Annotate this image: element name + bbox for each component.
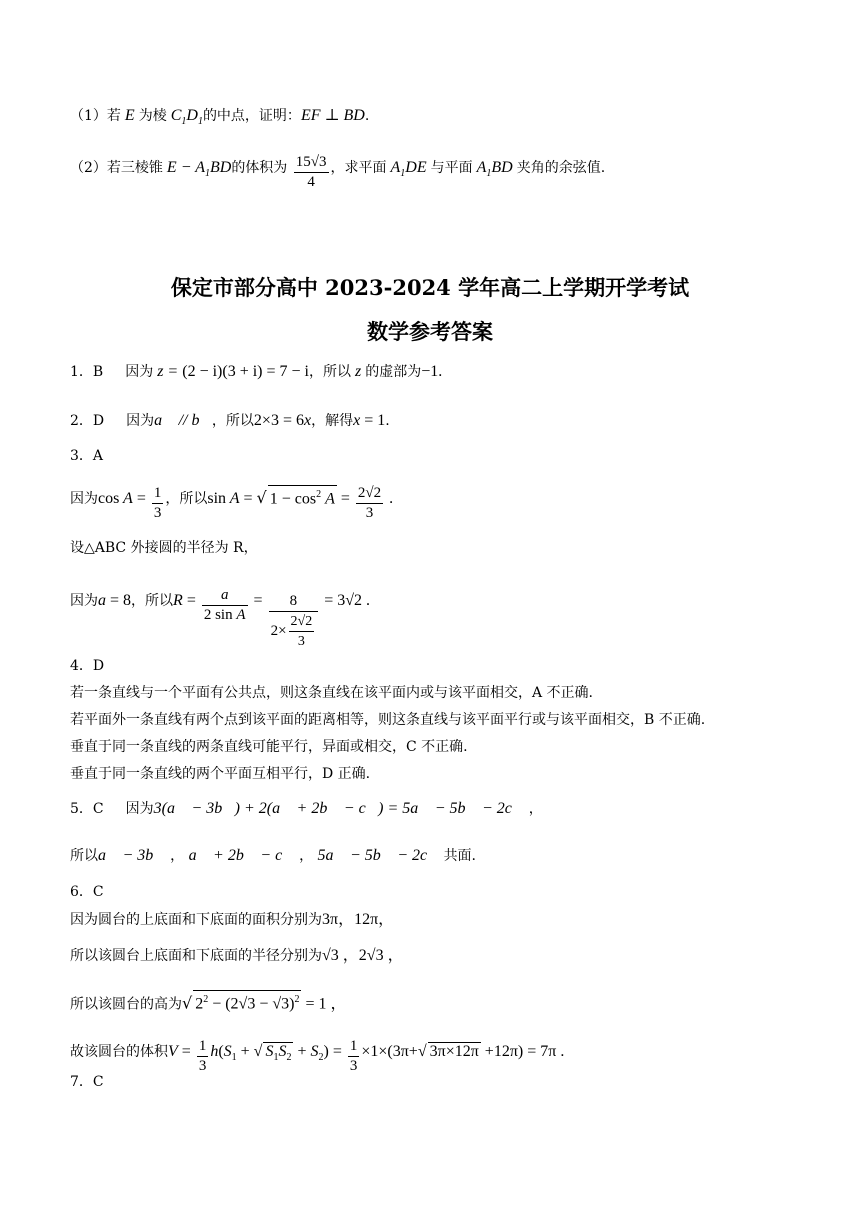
- volume-fraction: [294, 153, 329, 192]
- answer-3-line-3: [70, 586, 370, 651]
- answer-6-number: 6．C: [70, 884, 104, 900]
- answer-punct: ，: [294, 848, 318, 864]
- radical-sign: √: [256, 488, 267, 507]
- part2-label: （2）若三棱锥: [70, 160, 163, 176]
- math-z: z: [350, 363, 366, 380]
- answer-text: 因为: [125, 801, 154, 817]
- answer-4-line-2: 若平面外一条直线有两个点到该平面的距离相等，则这条直线与该平面平行或与该平面相交，B 不正确.: [70, 712, 706, 728]
- perp-symbol: ⊥: [320, 107, 344, 124]
- math-expr: a⃗ + 2b⃗ − c⃗: [188, 847, 295, 864]
- answer-1: [70, 362, 442, 382]
- answer-punct: ，: [524, 801, 543, 817]
- answer-text: 共面.: [443, 848, 477, 864]
- answer-text: 所以: [70, 848, 98, 864]
- answer-text: 因为: [70, 491, 98, 507]
- math-expr: a⃗ − 3b⃗: [98, 847, 166, 864]
- answer-6-line-1: [70, 910, 394, 930]
- answer-4-number: 4．D: [70, 658, 105, 674]
- math-V: V: [168, 1043, 178, 1060]
- math-expr: 3π，12π，: [322, 911, 395, 928]
- answer-value: −1.: [421, 363, 443, 380]
- problem-part-1: [70, 106, 369, 132]
- math-a: a: [98, 592, 106, 609]
- fraction-one-third: $\frac{1}{3}$: [198, 1038, 207, 1074]
- answer-number: 2．D: [70, 413, 105, 429]
- answer-text: ，所以: [211, 413, 254, 429]
- math-E: E: [120, 107, 139, 124]
- answer-4-line-1: 若一条直线与一个平面有公共点，则这条直线在该平面内或与该平面相交，A 不正确.: [70, 685, 594, 701]
- problem-part-2: [70, 153, 605, 192]
- math-eq: =: [177, 1043, 195, 1060]
- math-A1DE: $A_1DE$: [386, 159, 431, 180]
- math-eq: =: [239, 490, 257, 507]
- answer-text: ，解得: [311, 413, 354, 429]
- math-R: R: [173, 592, 183, 609]
- answer-6-line-3: [70, 990, 347, 1014]
- radicand: $1 - \cos^2 A$: [268, 485, 337, 508]
- exam-subtitle: 数学参考答案: [367, 319, 493, 344]
- part2-text3: 与平面: [430, 160, 473, 176]
- math-eq: = 3√2 .: [320, 592, 371, 609]
- math-eq: = 1 ，: [301, 995, 347, 1013]
- part2-text: 的体积为: [231, 160, 288, 176]
- answer-3-number: 3．A: [70, 448, 104, 464]
- math-eq: =: [336, 490, 354, 507]
- part2-text2: ，求平面: [330, 160, 387, 176]
- answer-text: ，所以: [308, 364, 351, 380]
- fraction-8-over-compound: 8 2× $\frac{2√2}{3}$: [269, 592, 319, 651]
- math-EF-perp-BD: EF: [300, 107, 321, 124]
- math-E-A1BD: $E - A_1BD$: [162, 159, 232, 180]
- answer-2: [70, 411, 390, 431]
- math-expr: (2 − i)(3 + i) = 7 − i: [182, 363, 309, 380]
- answer-text: ，所以: [131, 593, 174, 609]
- part1-end: .: [364, 108, 370, 124]
- math-C1D1: $C_1D_1$: [166, 107, 203, 128]
- answer-6-line-2: [70, 946, 404, 966]
- fraction-one-third: $\frac{1}{3}$: [349, 1038, 358, 1074]
- math-eq: =: [249, 592, 267, 609]
- math-expr: = 8: [106, 592, 132, 609]
- math-eq: =: [182, 592, 200, 609]
- fraction-2sqrt2-over-3: $\frac{2√2}{3}$: [357, 485, 382, 521]
- part1-text2: 的中点，证明：: [202, 108, 301, 124]
- math-expr: h: [210, 1043, 219, 1060]
- part1-text: 为棱: [138, 108, 167, 124]
- math-expr: = 1: [360, 412, 386, 429]
- math-expr: ×1×(3π+√ 3π×12π +12π) = 7π .: [361, 1043, 565, 1060]
- fraction-a-over-2sinA: $\frac{a}{\text{2 sin A}}$: [203, 587, 246, 623]
- answer-4-line-3: 垂直于同一条直线的两条直线可能平行，异面或相交，C 不正确.: [70, 739, 468, 755]
- answer-text: 因为: [125, 364, 154, 380]
- math-expr: √3 ，2√3 ，: [322, 947, 404, 964]
- answer-5-line-2: [70, 846, 476, 866]
- math-BD: BD: [343, 107, 365, 124]
- math-A1BD: $A_1BD$: [472, 159, 517, 180]
- fraction-numerator: 15√3: [294, 153, 329, 173]
- fraction-denominator: 4: [307, 174, 315, 190]
- answer-text: 故该圆台的体积: [70, 1044, 168, 1060]
- math-A: A: [119, 490, 133, 507]
- answer-text: 的虚部为: [365, 364, 422, 380]
- answer-punct: ，: [165, 848, 189, 864]
- math-end: .: [385, 490, 394, 507]
- part2-text4: 夹角的余弦值.: [516, 160, 606, 176]
- answer-7-number: 7．C: [70, 1074, 104, 1090]
- radical-sign: √: [182, 993, 193, 1013]
- answer-4-line-4: 垂直于同一条直线的两个平面互相平行，D 正确.: [70, 766, 371, 782]
- math-expr: ($S_1$ + √ $S_1S_2 + S_2$) =: [218, 1043, 346, 1060]
- part1-label: （1）若: [70, 108, 121, 124]
- math-x: x: [303, 412, 312, 429]
- answer-number: 5．C: [70, 801, 104, 817]
- answer-text: 因为圆台的上底面和下底面的面积分别为: [70, 912, 322, 928]
- math-expr: cos: [98, 490, 120, 507]
- math-expr: a⃗ // b⃗: [154, 412, 212, 429]
- radicand: $2^2 - (2√3 - √3)^2$: [193, 990, 301, 1013]
- math-A: A: [226, 490, 240, 507]
- math-x: x: [353, 412, 361, 429]
- answer-3-line-1: [70, 484, 393, 523]
- exam-title: 保定市部分高中 2023-2024 学年高二上学期开学考试: [170, 275, 690, 300]
- math-expr: sin: [207, 490, 227, 507]
- answer-text: 所以该圆台的高为: [70, 996, 182, 1013]
- math-expr: 5a⃗ − 5b⃗ − 2c⃗: [317, 847, 444, 864]
- math-expr: z =: [153, 363, 183, 380]
- math-expr: 2×3 = 6: [253, 412, 304, 429]
- answer-5-line-1: [70, 799, 543, 819]
- answer-text: ，所以: [165, 491, 208, 507]
- math-eq: =: [132, 490, 150, 507]
- answer-3-line-2: 设△ABC 外接圆的半径为 R，: [70, 540, 258, 556]
- math-expr: 3(a⃗ − 3b⃗) + 2(a⃗ + 2b⃗ − c⃗) = 5a⃗ − 5b⃗ − 2c⃗: [153, 800, 525, 817]
- fraction-one-third: $\frac{1}{3}$: [153, 485, 162, 521]
- answer-number: 1．B: [70, 364, 104, 380]
- answer-text: 所以该圆台上底面和下底面的半径分别为: [70, 948, 322, 964]
- answer-text: 因为: [70, 593, 98, 609]
- answer-end: .: [385, 413, 390, 429]
- answer-text: 因为: [126, 413, 155, 429]
- answer-6-line-4: [70, 1037, 564, 1076]
